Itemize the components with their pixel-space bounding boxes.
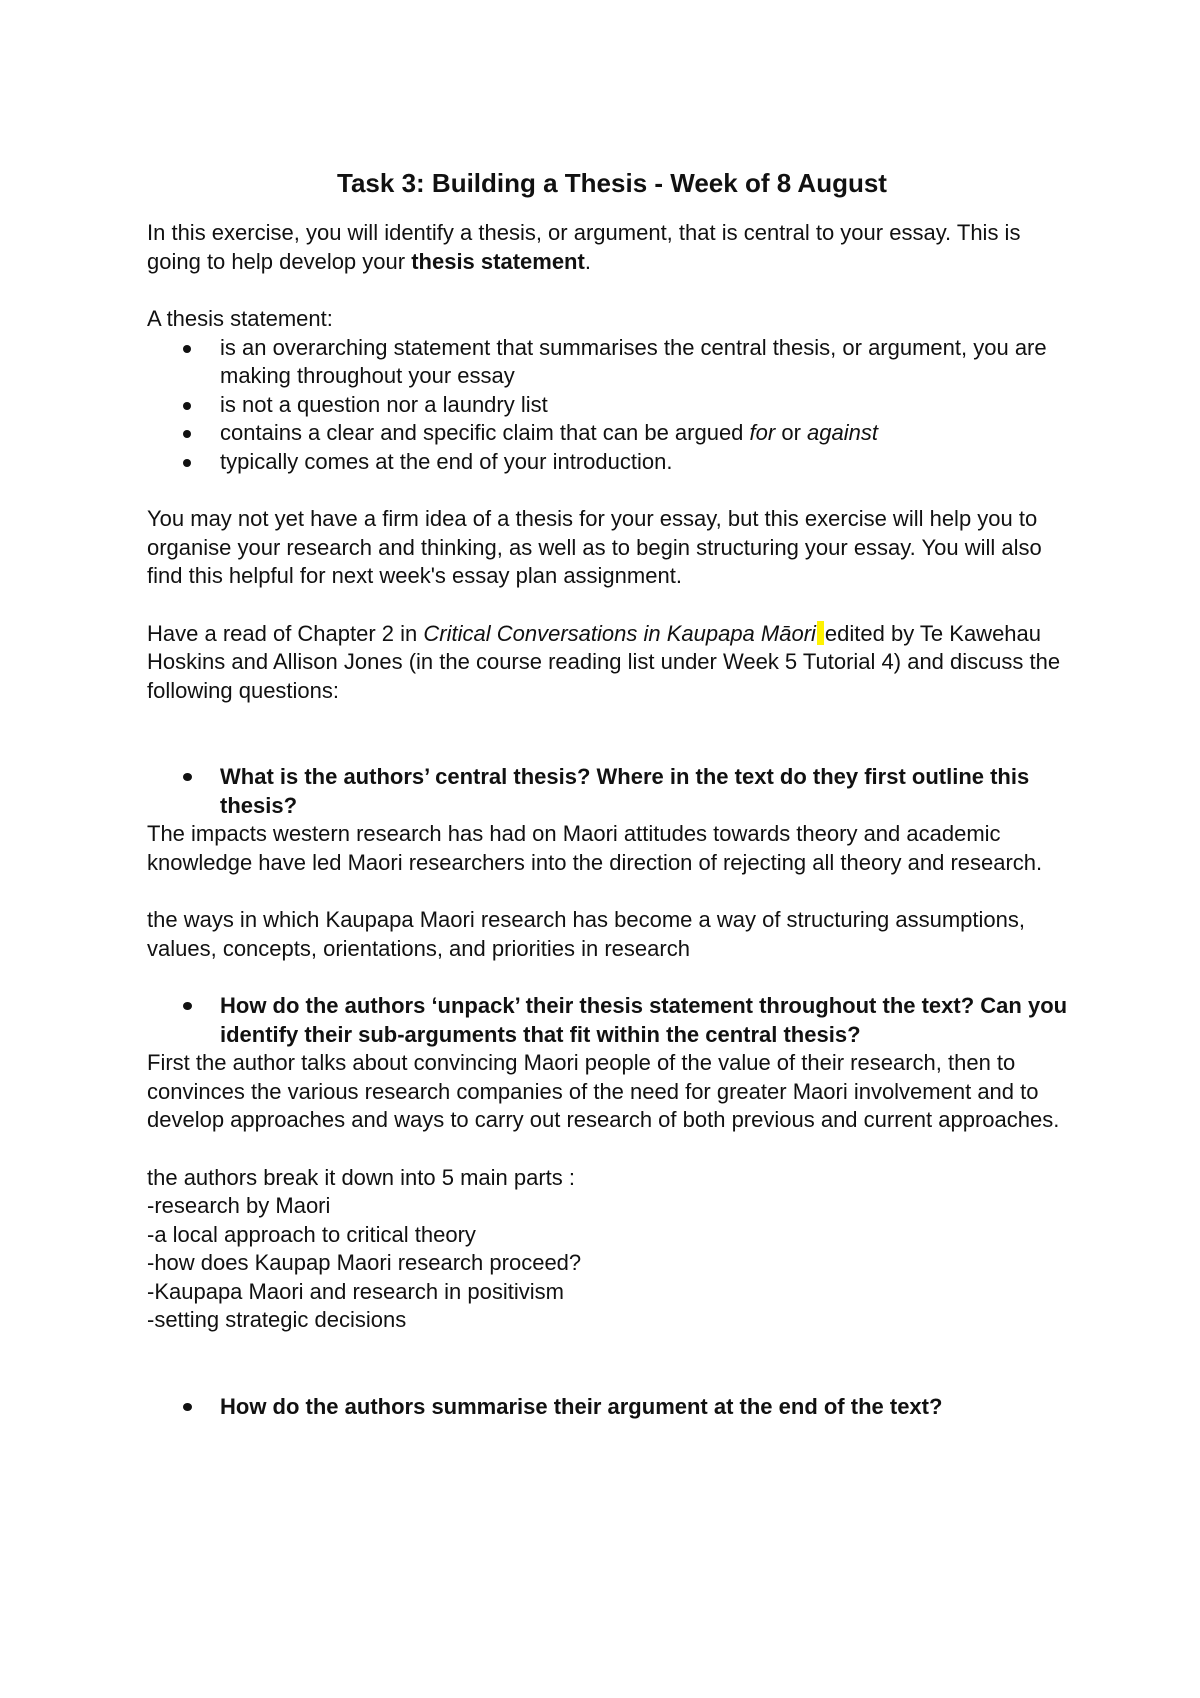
highlight-mark: [817, 621, 824, 645]
bullet-icon: [183, 345, 191, 353]
book-title: Critical Conversations in Kaupapa Māori: [423, 620, 816, 646]
answer-1a: The impacts western research has had on Maori attitudes towards theory and academic knowledge have led Maori researchers into the direction of rejecting all theory and research.: [147, 821, 1043, 875]
intro-text: In this exercise, you will identify a thesis, or argument, that is central to your essay. This is going to help develop your: [147, 220, 1021, 274]
reading-paragraph: [147, 620, 1077, 706]
bullet-icon: [183, 1002, 192, 1010]
list-item: [147, 419, 1077, 448]
part-item: -Kaupapa Maori and research in positivism: [147, 1278, 564, 1304]
answer-1b: the ways in which Kaupapa Maori research has become a way of structuring assumptions, values, concepts, orientations, and priorities in research: [147, 907, 1025, 961]
bullet-icon: [183, 402, 191, 410]
list-item: [147, 391, 1077, 420]
question-text: How do the authors summarise their argument at the end of the text?: [220, 1393, 943, 1419]
part-item: -how does Kaupap Maori research proceed?: [147, 1250, 582, 1275]
part-item: -setting strategic decisions: [147, 1307, 407, 1332]
question-1: [147, 763, 1077, 820]
list-item-text: contains a clear and specific claim that can be argued: [220, 420, 750, 445]
bullet-icon: [183, 1403, 192, 1411]
bullet-icon: [183, 430, 191, 438]
question-text: How do the authors ‘unpack’ their thesis statement throughout the text? Can you identify their sub-arguments that fit within the central thesis?: [220, 993, 1068, 1047]
list-item-text: is not a question nor a laundry list: [220, 391, 548, 417]
thesis-statement-list: [147, 334, 1077, 477]
answer-2-parts-lead: the authors break it down into 5 main parts :: [147, 1164, 576, 1190]
thesis-statement-lead: A thesis statement:: [147, 306, 333, 331]
question-3: [147, 1393, 1077, 1422]
question-2: [147, 992, 1077, 1049]
part-item: -research by Maori: [147, 1193, 331, 1218]
list-item-text: or: [775, 420, 808, 445]
intro-paragraph: [147, 219, 1077, 276]
document-body: [147, 167, 1077, 1421]
list-item: [147, 448, 1077, 477]
reading-text-end: edited by Te Kawehau Hoskins and Allison Jones (in the course reading list under Week 5 Tutorial 4) and discuss the following questions:: [147, 620, 1061, 703]
intro-end: .: [584, 248, 591, 274]
intro-bold-term: thesis statement: [411, 248, 585, 274]
bullet-icon: [183, 459, 191, 467]
document-title: Task 3: Building a Thesis - Week of 8 August: [337, 168, 887, 198]
italic-against: against: [807, 420, 878, 445]
part-item: -a local approach to critical theory: [147, 1221, 476, 1247]
list-item-text: is an overarching statement that summarises the central thesis, or argument, you are making throughout your essay: [220, 334, 1047, 388]
answer-2a: First the author talks about convincing Maori people of the value of their research, then to convinces the various research companies of the need for greater Maori involvement and to develop approaches and ways to carry out research of both previous and current approaches.: [147, 1050, 1060, 1132]
reading-text: Have a read of Chapter 2 in: [147, 620, 424, 646]
list-item-text: typically comes at the end of your introduction.: [220, 448, 673, 474]
question-text: What is the authors’ central thesis? Where in the text do they first outline this thesis?: [220, 764, 1030, 818]
firm-idea-paragraph: You may not yet have a firm idea of a thesis for your essay, but this exercise will help you to organise your research and thinking, as well as to begin structuring your essay. You will also find this helpful for next week's essay plan assignment.: [147, 506, 1042, 588]
bullet-icon: [183, 773, 192, 781]
list-item: [147, 334, 1077, 391]
italic-for: for: [749, 420, 776, 445]
